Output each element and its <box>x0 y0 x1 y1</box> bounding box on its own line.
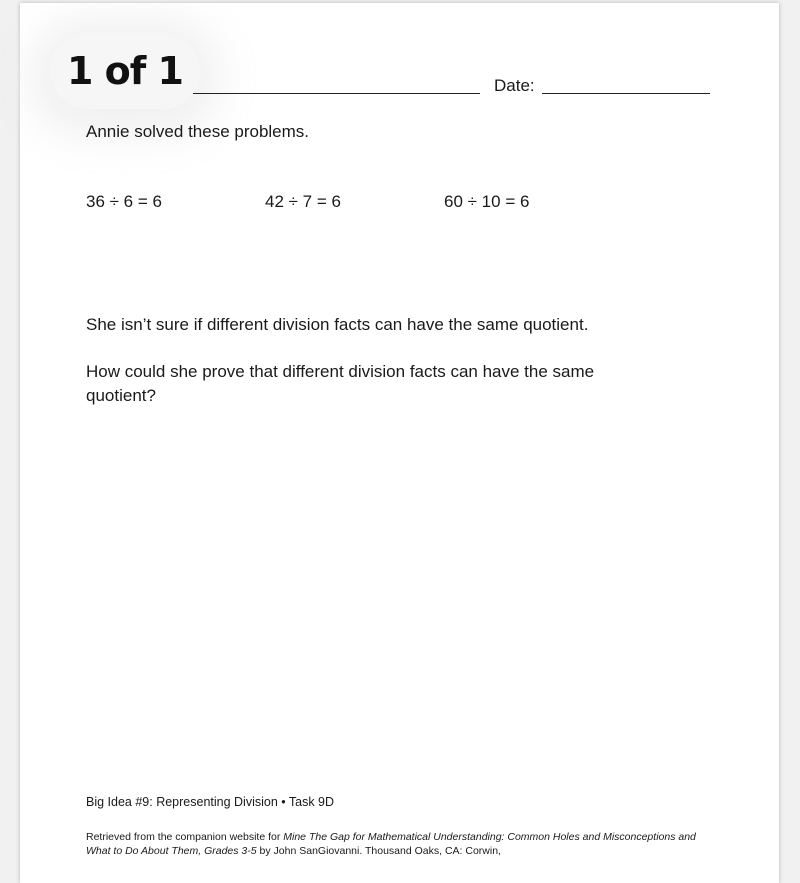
problem-1: 36 ÷ 6 = 6 <box>86 192 162 211</box>
task-statement: She isn’t sure if different division facts can have the same quotient. <box>86 315 589 334</box>
citation-suffix: by John SanGiovanni. Thousand Oaks, CA: Corwin, <box>256 845 501 857</box>
task-intro: Annie solved these problems. <box>86 122 310 141</box>
citation-prefix: Retrieved from the companion website for <box>86 831 284 843</box>
citation-title: Mine The Gap for Mathematical Understanding: Common Holes and Misconceptions and What to Do About Them, Grades 3-5 <box>86 831 696 857</box>
problem-2: 42 ÷ 7 = 6 <box>265 192 341 211</box>
date-blank-line <box>542 93 710 94</box>
citation-footer <box>86 830 706 858</box>
name-blank-line <box>193 93 480 94</box>
document-page <box>20 3 779 883</box>
date-label: Date: <box>494 76 535 95</box>
big-idea-footer: Big Idea #9: Representing Division • Task 9D <box>86 795 335 809</box>
task-question: How could she prove that different division facts can have the same quotient? <box>86 362 595 405</box>
page-counter-badge: 1 of 1 <box>50 33 200 109</box>
problem-3: 60 ÷ 10 = 6 <box>444 192 530 211</box>
